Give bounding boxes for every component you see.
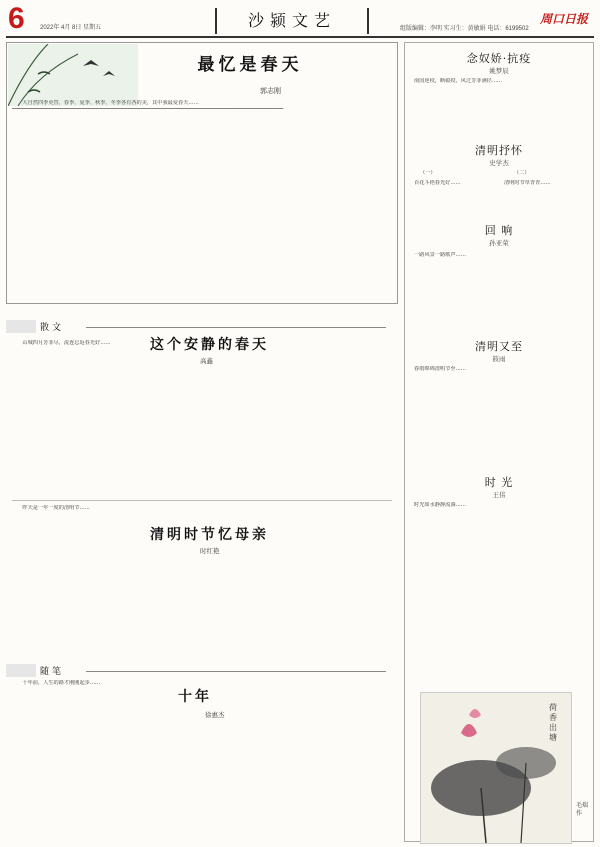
poem-title: 清明又至 xyxy=(475,340,523,353)
article-body xyxy=(12,505,142,655)
kicker-rule xyxy=(86,671,386,672)
lotus-painting xyxy=(420,692,572,844)
poem-body: 春雨绵绵清明节至…… xyxy=(414,366,466,372)
article-body xyxy=(12,680,392,840)
poem-body: 时光如水静静流淌…… xyxy=(414,502,466,508)
article-body-text: 十年前，人生的路才刚刚起步…… xyxy=(22,680,101,686)
article-body-cont xyxy=(146,368,396,488)
lead-author: 郭志刚 xyxy=(260,87,281,95)
lead-body xyxy=(12,100,392,300)
poem-body: 清明时节草青青…… xyxy=(504,180,551,186)
kicker-bar xyxy=(6,664,36,677)
article-body-filler: ▔▔▔▔▔▔▔▔▔▔▔▔▔▔▔▔▔▔▔▔▔▔▔▔▔▔▔▔▔▔▔▔▔ xyxy=(146,558,278,564)
article-author: 高鑫 xyxy=(200,357,213,365)
kicker-essay xyxy=(6,664,398,678)
article-body-text: 山城四月芳菲尽，流连忘返春光好…… xyxy=(22,340,111,346)
kicker-label: 散文 xyxy=(40,323,65,333)
lead-body-filler: ▔▔▔▔▔▔▔▔▔▔▔▔▔▔▔▔▔▔▔▔▔▔▔▔▔▔▔▔▔▔▔▔▔▔▔▔▔▔▔▔▔▔▔▔▔▔▔▔▔▔▔▔▔▔▔▔▔▔▔▔▔▔▔▔▔▔▔▔ xyxy=(12,108,284,115)
poem-title: 念奴娇·抗疫 xyxy=(466,52,532,65)
article-body-text: 昨天是一年一度的清明节…… xyxy=(22,505,90,511)
masthead xyxy=(0,0,600,40)
poem-author: 孙亚荣 xyxy=(489,239,509,247)
article-title: 十年 xyxy=(178,689,212,705)
poem-body: 南国逆疫，断瘟疫，风过芳菲满径…… xyxy=(414,78,503,84)
kicker-prose xyxy=(6,320,398,334)
poem-title: 回 响 xyxy=(484,224,514,237)
poem-body: 百花斗艳春光好…… xyxy=(414,180,461,186)
kicker-label: 随笔 xyxy=(40,667,65,677)
masthead-rule xyxy=(6,36,594,38)
poem-author: 史学杰 xyxy=(489,159,509,167)
kicker-bar xyxy=(6,320,36,333)
section-title: 沙颍文艺 xyxy=(215,8,369,34)
poem-author: 王伟 xyxy=(492,491,506,499)
article-body-filler: ▔▔▔▔▔▔▔▔▔▔▔▔▔▔▔▔▔▔▔▔▔▔▔▔▔▔▔▔▔▔▔▔▔ xyxy=(146,368,278,374)
swallow-illustration xyxy=(8,44,138,106)
article-title: 这个安静的春天 xyxy=(150,337,269,353)
divider xyxy=(12,500,392,501)
poem-title: 清明抒怀 xyxy=(475,144,523,157)
painting-caption: 毛瑞 作 xyxy=(576,802,589,817)
poem-subheading: （二） xyxy=(514,170,530,176)
painting-inscription: 荷香出塘 xyxy=(549,703,557,742)
poem-subheading: （一） xyxy=(420,170,436,176)
poem-title: 时 光 xyxy=(484,476,514,489)
issue-date: 2022年 4月 8日 星期五 xyxy=(40,25,102,31)
article-body-cont xyxy=(146,558,396,658)
swallow-icon xyxy=(8,44,138,106)
poem-body: 一路风景一路歌声…… xyxy=(414,252,466,258)
poem-author: 筱雨 xyxy=(492,355,506,363)
lead-body-text: 大自然四季更替，春季、夏季、秋季、冬季各有各的美，其中我最爱春天…… xyxy=(22,100,199,106)
article-title: 清明时节忆母亲 xyxy=(150,527,269,543)
page-number: 6 xyxy=(8,2,25,35)
editor-credits: 组版编辑：李明 实习生：黄敏娟 电话：6199502 xyxy=(400,26,529,32)
poetry-column xyxy=(404,42,594,842)
article-body xyxy=(12,340,142,490)
article-author: 徐惠杰 xyxy=(205,711,225,719)
lead-title: 最忆是春天 xyxy=(197,55,303,75)
article-author: 时红艳 xyxy=(200,547,220,555)
poem-author: 姚梦辰 xyxy=(489,67,509,75)
newspaper-logo: 周口日报 xyxy=(540,12,589,26)
kicker-rule xyxy=(86,327,386,328)
